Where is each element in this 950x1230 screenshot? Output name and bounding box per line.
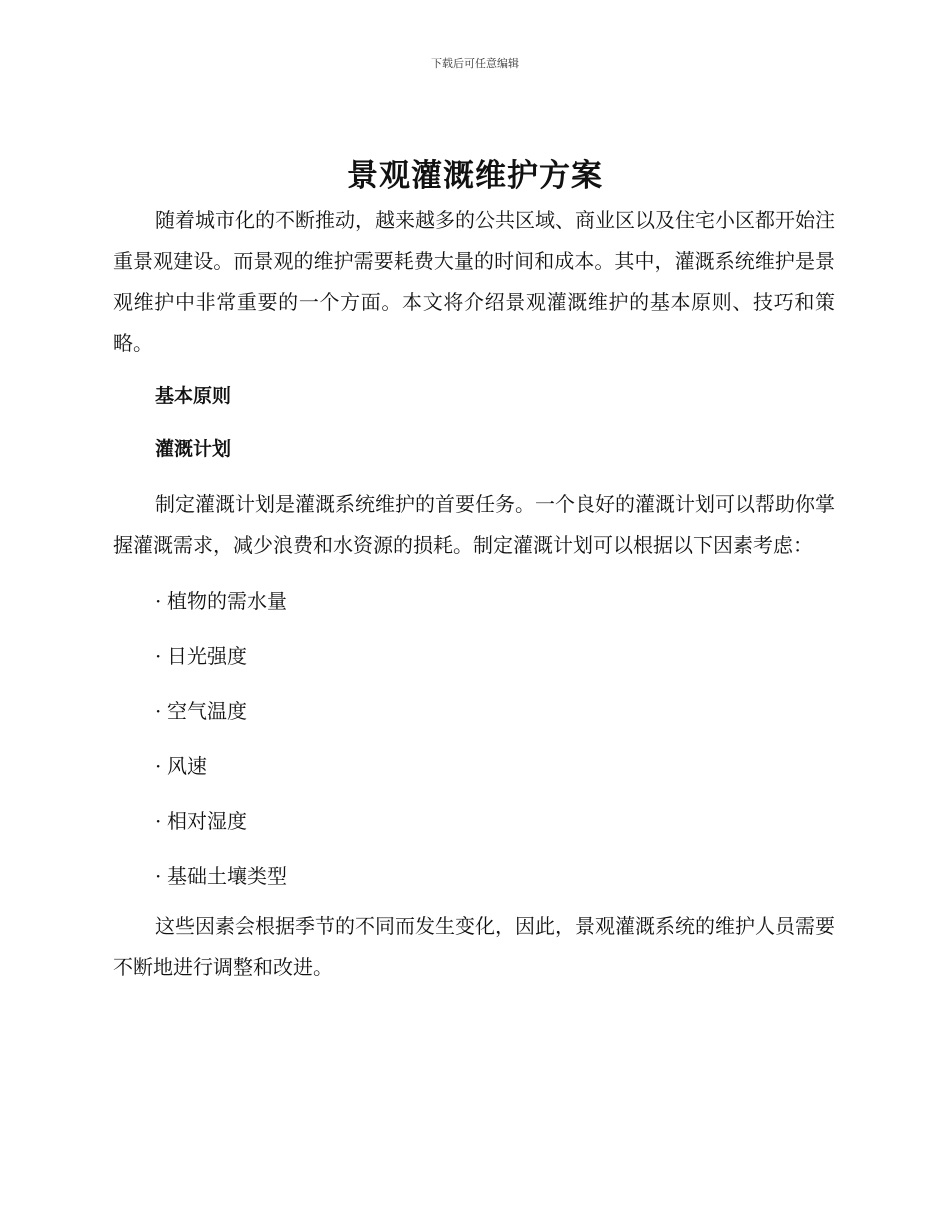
bullet-marker: ·: [155, 754, 162, 778]
bullet-marker: ·: [155, 864, 162, 888]
closing-paragraph: 这些因素会根据季节的不同而发生变化，因此，景观灌溉系统的维护人员需要不断地进行调整和改进。: [113, 914, 835, 979]
list-item-text: 基础土壤类型: [167, 864, 287, 888]
document-body: [113, 200, 835, 988]
list-item: [113, 696, 835, 726]
bullet-marker: ·: [155, 589, 162, 613]
list-item: [113, 586, 835, 616]
bullet-marker: ·: [155, 809, 162, 833]
plan-paragraph: 制定灌溉计划是灌溉系统维护的首要任务。一个良好的灌溉计划可以帮助你掌握灌溉需求，减少浪费和水资源的损耗。制定灌溉计划可以根据以下因素考虑：: [113, 492, 835, 557]
bullet-marker: ·: [155, 699, 162, 723]
header-note: 下载后可任意编辑: [431, 57, 519, 70]
list-item-text: 风速: [167, 754, 207, 778]
bullet-marker: ·: [155, 644, 162, 668]
subsection-heading: 灌溉计划: [155, 438, 232, 460]
list-item-text: 相对湿度: [167, 809, 247, 833]
intro-paragraph: 随着城市化的不断推动，越来越多的公共区域、商业区以及住宅小区都开始注重景观建设。而景观的维护需要耗费大量的时间和成本。其中，灌溉系统维护是景观维护中非常重要的一个方面。本文将介绍景观灌溉维护的基本原则、技巧和策略。: [113, 208, 835, 355]
list-item: [113, 861, 835, 891]
list-item-text: 日光强度: [167, 644, 247, 668]
list-item: [113, 751, 835, 781]
section-heading: 基本原则: [155, 385, 232, 407]
list-item-text: 空气温度: [167, 699, 247, 723]
document-title: 景观灌溉维护方案: [347, 158, 603, 194]
list-item-text: 植物的需水量: [167, 589, 287, 613]
factor-list: [113, 586, 835, 891]
list-item: [113, 641, 835, 671]
list-item: [113, 806, 835, 836]
